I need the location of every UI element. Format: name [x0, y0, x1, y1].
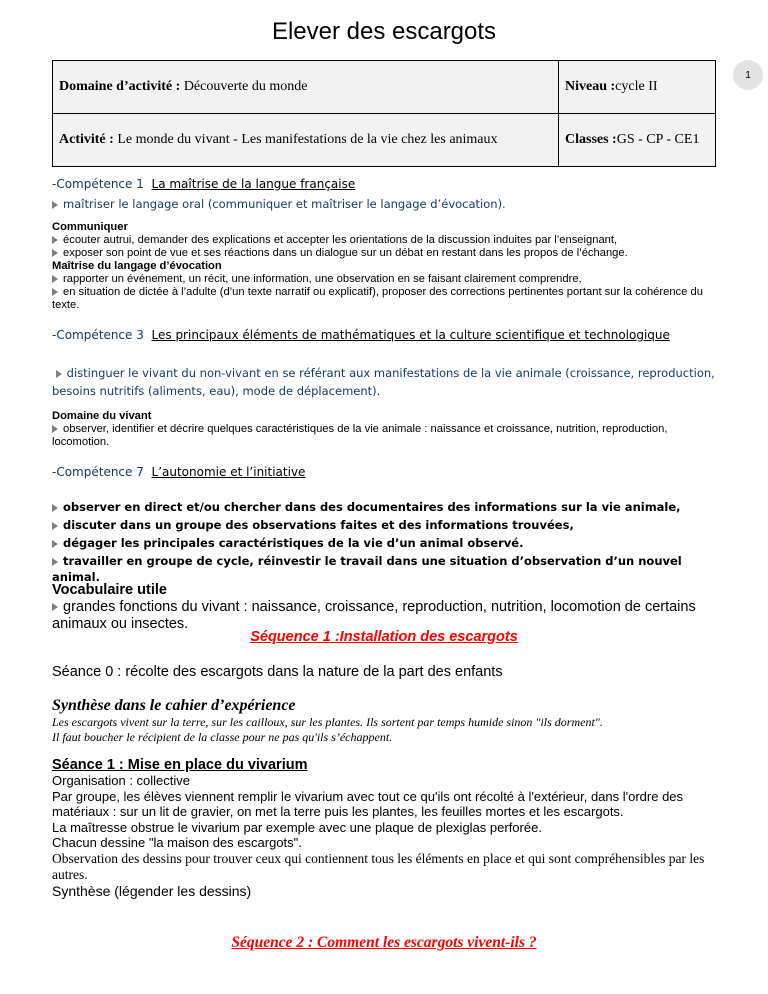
- list-item: observer, identifier et décrire quelques caractéristiques de la vie animale : naissance et croissance, nutrition, reproduction, locomotion.: [52, 423, 668, 448]
- competence-1-heading: [52, 176, 724, 193]
- classes-cell: [559, 114, 716, 167]
- competence-7-number: -Compétence 7: [52, 465, 144, 479]
- domain-cell: [53, 61, 559, 114]
- competence-1-details: [52, 221, 724, 312]
- level-label: Niveau :: [565, 79, 616, 94]
- seance-1-paragraph: Observation des dessins pour trouver ceux qui contiennent tous les éléments en place et qui sont compréhensibles par les autres.: [52, 850, 705, 882]
- arrow-bullet-icon: [52, 603, 58, 611]
- seance-0: Séance 0 : récolte des escargots dans la nature de la part des enfants: [52, 664, 503, 680]
- synthese-line-2: Il faut boucher le récipient de la classe pour ne pas qu'ils s’échappent.: [52, 730, 393, 744]
- arrow-bullet-icon: [56, 370, 62, 378]
- competence-3-objective-text: distinguer le vivant du non-vivant en se référant aux manifestations de la vie animale (croissance, reproduction, besoins nutritifs (aliments, eau), mode de déplacement).: [52, 366, 715, 398]
- competence-1-objective: [52, 195, 724, 213]
- competence-3-label: Les principaux éléments de mathématiques et la culture scientifique et technologique: [151, 328, 670, 342]
- competence-7-heading: [52, 464, 724, 481]
- vocabulary-block: [52, 582, 724, 633]
- classes-value: GS - CP - CE1: [616, 132, 700, 147]
- list-item: rapporter un événement, un récit, une information, une observation en se faisant clairement comprendre,: [52, 273, 724, 286]
- page-title: Elever des escargots: [271, 18, 497, 45]
- vocabulary-title: Vocabulaire utile: [52, 582, 167, 598]
- synthese-title: Synthèse dans le cahier d’expérience: [52, 697, 296, 714]
- competence-1-label: La maîtrise de la langue française: [151, 177, 356, 191]
- arrow-bullet-icon: [52, 522, 58, 530]
- arrow-bullet-icon: [52, 504, 58, 512]
- list-item: exposer son point de vue et ses réactions dans un dialogue sur un débat en restant dans les propos de l’échange.: [52, 247, 724, 260]
- synthese-block: [52, 697, 724, 745]
- competence-1-number: -Compétence 1: [52, 177, 144, 191]
- arrow-bullet-icon: [52, 425, 58, 433]
- sequence-1-link[interactable]: Séquence 1 :Installation des escargots: [250, 629, 518, 645]
- list-item: en situation de dictée à l’adulte (d’un texte narratif ou explicatif), proposer des corrections pertinentes portant sur la cohérence du texte.: [52, 286, 703, 311]
- seance-1-paragraph: La maîtresse obstrue le vivarium par exemple avec une plaque de plexiglas perforée.: [52, 819, 542, 835]
- classes-label: Classes :: [565, 132, 617, 147]
- arrow-bullet-icon: [52, 540, 58, 548]
- list-item: observer en direct et/ou chercher dans des documentaires des informations sur la vie animale,: [52, 499, 724, 515]
- synthese-line-1: Les escargots vivent sur la terre, sur les cailloux, sur les plantes. Ils sortent par temps humide sinon "ils dorment".: [52, 715, 603, 729]
- seance-1-paragraph: Par groupe, les élèves viennent remplir le vivarium avec tout ce qu'ils ont récolté à l'extérieur, dans l'ordre des matériaux : sur un lit de gravier, on met la terre puis les plantes, les feuilles mortes et les escargots.: [52, 788, 684, 819]
- list-item: écouter autrui, demander des explications et accepter les orientations de la discussion induites par l’enseignant,: [52, 234, 724, 247]
- arrow-bullet-icon: [52, 288, 58, 296]
- sequence-2-link[interactable]: Séquence 2 : Comment les escargots vivent-ils ?: [231, 934, 537, 951]
- arrow-bullet-icon: [52, 249, 58, 257]
- domain-label: Domaine d’activité :: [59, 79, 181, 94]
- level-cell: [559, 61, 716, 114]
- arrow-bullet-icon: [52, 201, 58, 209]
- seance-1-block: [52, 757, 724, 900]
- arrow-bullet-icon: [52, 558, 58, 566]
- competence-7-list: [52, 499, 724, 585]
- arrow-bullet-icon: [52, 236, 58, 244]
- arrow-bullet-icon: [52, 275, 58, 283]
- vivant-title: Domaine du vivant: [52, 410, 152, 422]
- list-item: travailler en groupe de cycle, réinvestir le travail dans une situation d’observation d’un nouvel animal.: [52, 554, 682, 584]
- seance-1-paragraph: Synthèse (légender les dessins): [52, 882, 252, 899]
- activity-label: Activité :: [59, 132, 114, 147]
- seance-1-title: Séance 1 : Mise en place du vivarium: [52, 757, 308, 773]
- competence-7-label: L’autonomie et l’initiative: [151, 465, 306, 479]
- competence-1-objective-text: maîtriser le langage oral (communiquer et maîtriser le langage d’évocation).: [63, 197, 506, 211]
- communiquer-title: Communiquer: [52, 221, 128, 233]
- seance-1-organisation: Organisation : collective: [52, 773, 191, 788]
- competence-3-number: -Compétence 3: [52, 328, 144, 342]
- seance-1-paragraph: Chacun dessine "la maison des escargots".: [52, 835, 302, 850]
- list-item: discuter dans un groupe des observations faites et des informations trouvées,: [52, 517, 724, 533]
- evocation-title: Maîtrise du langage d’évocation: [52, 260, 222, 272]
- activity-value: Le monde du vivant - Les manifestations de la vie chez les animaux: [113, 132, 498, 147]
- list-item: dégager les principales caractéristiques de la vie d’un animal observé.: [52, 535, 724, 551]
- page-number-badge: 1: [733, 60, 763, 90]
- level-value: cycle II: [615, 79, 658, 94]
- domain-value: Découverte du monde: [180, 79, 308, 94]
- competence-3-details: [52, 410, 724, 449]
- vocabulary-text: grandes fonctions du vivant : naissance, croissance, reproduction, nutrition, locomotion de certains animaux ou insectes.: [52, 599, 696, 632]
- competence-3-heading: [52, 327, 724, 344]
- competence-3-objective: [52, 364, 724, 400]
- activity-cell: [53, 114, 559, 167]
- header-table: [52, 60, 716, 167]
